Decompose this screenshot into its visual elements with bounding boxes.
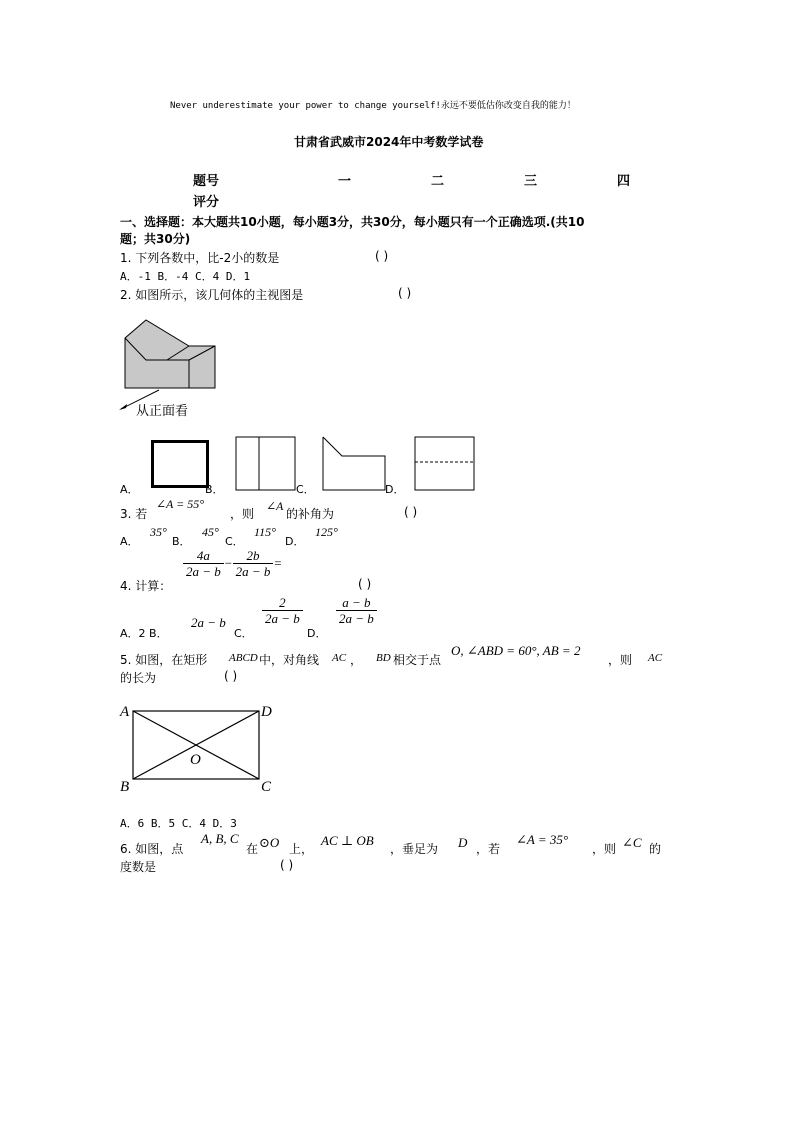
q4-label: 4. 计算： [120, 579, 172, 593]
vertex-a-label: A [120, 704, 130, 720]
q2-label-a: A． [120, 483, 139, 496]
q3-label-c: C． [225, 535, 244, 548]
q2-label-c: C． [296, 483, 315, 496]
q2-stem: 2. 如图所示，该几何体的主视图是 [120, 288, 304, 302]
q5-abcd: ABCD [229, 652, 258, 664]
q5-mid1: 中，对角线 [259, 653, 320, 667]
q1-options: A．-1 B．-4 C．4 D．1 [120, 270, 251, 283]
q5-pre: 5. 如图，在矩形 [120, 653, 208, 667]
score-col-1: 一 [338, 174, 352, 189]
q3-label-b: B． [172, 535, 191, 548]
q4-label-ab: A．2 B． [120, 627, 168, 640]
q3-angle-a: ∠A [266, 499, 284, 513]
q3-value-d: 125° [315, 525, 338, 539]
q4-frac1-num: 4a [183, 548, 224, 564]
q5-mid2: 相交于点 [393, 653, 442, 667]
q6-on: 在 [246, 842, 259, 856]
option-b-figure [235, 436, 297, 492]
q3-value-c: 115° [254, 525, 276, 539]
q6-points: A, B, C [201, 831, 239, 846]
q4-frac2-num: 2b [233, 548, 274, 564]
q3-paren: ( ) [404, 505, 418, 519]
q5-paren: ( ) [224, 669, 238, 683]
q6-if: ，若 [476, 842, 501, 856]
score-col-3: 三 [524, 174, 538, 189]
q2-label-b: B． [205, 483, 224, 496]
q4-label-d: D． [307, 627, 327, 640]
q3-mid: ，则 [230, 507, 255, 521]
score-col-4: 四 [617, 174, 631, 189]
motto: Never underestimate your power to change yourself!永远不要低估你改变自我的能力！ [170, 101, 576, 111]
rectangle-figure [114, 698, 284, 800]
q5-ac-2: AC [648, 652, 663, 664]
q5-line2: 的长为 [120, 671, 157, 685]
q5-condition: O, ∠ABD = 60°, AB = 2 [451, 643, 581, 658]
score-row-label: 评分 [193, 195, 220, 210]
q6-then: ，则 [592, 842, 617, 856]
center-o-label: O [190, 752, 201, 768]
q6-paren: ( ) [280, 858, 294, 872]
q3-value-a: 35° [150, 525, 167, 539]
q5-bd: BD [376, 652, 391, 664]
q4-fraction-1 [183, 548, 224, 579]
q5-ac: AC [332, 652, 347, 664]
q4-optd-den: 2a − b [339, 611, 374, 626]
view-caption: 从正面看 [136, 403, 189, 418]
q1-paren: ( ) [375, 249, 389, 263]
q3-post: 的补角为 [286, 507, 335, 521]
q1-stem: 1. 下列各数中，比-2小的数是 [120, 251, 280, 265]
q2-paren: ( ) [398, 286, 412, 300]
q3-value-b: 45° [202, 525, 219, 539]
q4-frac2-den: 2a − b [235, 564, 271, 579]
option-c-figure [322, 436, 388, 492]
q6-circle: ⊙O [259, 835, 280, 850]
q4-equals: = [273, 555, 283, 571]
q4-optc-den: 2a − b [265, 611, 300, 626]
q4-frac1-den: 2a − b [186, 564, 221, 579]
q3-label-d: D． [285, 535, 305, 548]
option-a-figure [151, 440, 209, 488]
q6-line2: 度数是 [120, 860, 157, 874]
section-heading-line1: 一、选择题：本大题共10小题，每小题3分，共30分，每小题只有一个正确选项.(共10 [120, 215, 585, 229]
q6-d: D [458, 835, 468, 850]
score-col-2: 二 [431, 174, 445, 189]
q2-label-d: D． [385, 483, 405, 496]
q4-minus: − [223, 555, 233, 571]
option-d-figure [414, 436, 477, 492]
q3-angle-cond: ∠A = 55° [156, 497, 205, 511]
score-table-header: 题号 [193, 174, 220, 189]
q4-label-c: C． [234, 627, 253, 640]
q6-perp: AC ⊥ OB [321, 833, 374, 848]
section-heading-line2: 题；共30分) [120, 232, 191, 246]
vertex-d-label: D [261, 704, 272, 720]
q4-optc-num: 2 [262, 595, 303, 611]
q6-foot: ，垂足为 [390, 842, 439, 856]
q3-pre: 3. 若 [120, 507, 148, 521]
q5-comma: ， [350, 653, 363, 667]
q6-de: 的 [649, 842, 662, 856]
q4-paren: ( ) [358, 577, 372, 591]
exam-title: 甘肃省武威市2024年中考数学试卷 [294, 135, 484, 149]
q5-post: ，则 [608, 653, 633, 667]
q4-expression [183, 548, 282, 579]
q4-option-d [336, 595, 377, 626]
vertex-c-label: C [261, 779, 272, 795]
q5-options: A．6 B．5 C．4 D．3 [120, 817, 237, 830]
q6-angle: ∠A = 35° [516, 832, 569, 847]
q4-fraction-2 [233, 548, 274, 579]
q4-optd-num: a − b [336, 595, 377, 611]
q6-angle-c: ∠C [622, 835, 642, 850]
q4-option-b: 2a − b [191, 615, 226, 630]
q3-label-a: A． [120, 535, 139, 548]
q6-mid: 上， [289, 842, 314, 856]
q6-pre: 6. 如图，点 [120, 842, 184, 856]
vertex-b-label: B [120, 779, 130, 795]
q4-option-c [262, 595, 303, 626]
